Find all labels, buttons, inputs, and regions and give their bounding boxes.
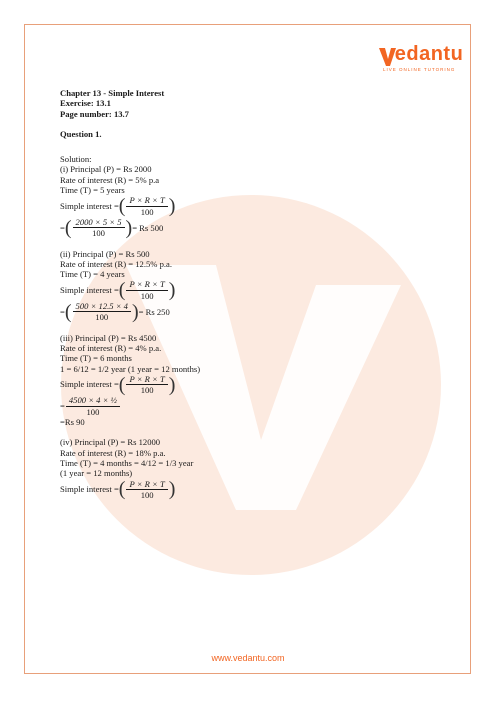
logo-tagline: LIVE ONLINE TUTORING — [383, 67, 456, 72]
si-label: Simple interest = — [60, 484, 119, 495]
part-line: (iii) Principal (P) = Rs 4500 — [60, 332, 157, 343]
part-line: (ii) Principal (P) = Rs 500 — [60, 248, 150, 259]
part-line: Time (T) = 4 years — [60, 269, 125, 280]
si-calculation: = ( $\frac{2000 \times 5 \times 5}{100}$ ) = Rs 500 — [60, 216, 164, 239]
chapter-title: Chapter 13 - Simple Interest — [60, 88, 165, 98]
logo-text — [382, 43, 463, 66]
si-formula: Simple interest = ( $\frac{P \times R \times T}{100}$ ) — [60, 195, 176, 218]
calc-numerator: 4500 × 4 × ½ — [66, 395, 120, 406]
si-label: Simple interest = — [60, 379, 119, 390]
si-calculation: = $\frac{\text{4500 × 4 × ½}}{100}$ — [60, 395, 420, 417]
si-formula: Simple interest = ( $\frac{P \times R \times T}{100}$ ) — [60, 478, 176, 501]
brand-name-rest: edantu — [394, 43, 464, 65]
part-line: Time (T) = 6 months — [60, 353, 132, 364]
calc-result: = Rs 500 — [132, 222, 164, 233]
question-label: Question 1. — [60, 128, 102, 139]
si-calculation: = ( $\frac{500 \times 12.5 \times 4}{100}$ ) = Rs 250 — [60, 300, 170, 323]
page-number-label: Page number: 13.7 — [60, 108, 129, 119]
document-content — [60, 88, 420, 500]
part-line: (i) Principal (P) = Rs 2000 — [60, 164, 152, 175]
part-iv — [60, 437, 420, 500]
si-numerator: P × R × T — [126, 374, 167, 385]
part-line: (iv) Principal (P) = Rs 12000 — [60, 437, 161, 448]
calc-denominator: 100 — [92, 228, 105, 239]
part-i — [60, 164, 420, 238]
part-line: Rate of interest (R) = 18% p.a. — [60, 447, 166, 458]
si-formula: Simple interest = ( $\frac{P \times R \times T}{100}$ ) — [60, 279, 176, 302]
calc-numerator: 500 × 12.5 × 4 — [73, 301, 131, 312]
part-line: Rate of interest (R) = 12.5% p.a. — [60, 258, 172, 269]
si-denominator: 100 — [140, 385, 154, 396]
part-line: (1 year = 12 months) — [60, 468, 133, 479]
solution-label: Solution: — [60, 154, 92, 165]
calc-result: =Rs 90 — [60, 417, 85, 428]
si-numerator: P × R × T — [126, 195, 167, 206]
part-line: Rate of interest (R) = 5% p.a — [60, 174, 160, 185]
exercise-label: Exercise: 13.1 — [60, 98, 111, 109]
part-ii — [60, 249, 420, 323]
calc-result: = Rs 250 — [138, 306, 170, 317]
si-formula: Simple interest = ( $\frac{P \times R \times T}{100}$ ) — [60, 373, 176, 396]
part-line: Time (T) = 4 months = 4/12 = 1/3 year — [60, 457, 194, 468]
si-label: Simple interest = — [60, 285, 119, 296]
si-label: Simple interest = — [60, 201, 119, 212]
si-numerator: P × R × T — [126, 479, 167, 490]
si-denominator: 100 — [140, 290, 154, 301]
footer-url[interactable]: www.vedantu.com — [211, 653, 285, 663]
calc-denominator: 100 — [95, 312, 109, 323]
part-line: 1 = 6/12 = 1/2 year (1 year = 12 months) — [60, 363, 201, 374]
si-numerator: P × R × T — [126, 279, 167, 290]
si-denominator: 100 — [140, 489, 154, 500]
calc-denominator: 100 — [86, 406, 100, 417]
part-line: Rate of interest (R) = 4% p.a. — [60, 342, 162, 353]
si-denominator: 100 — [140, 206, 154, 217]
part-line: Time (T) = 5 years — [60, 185, 125, 196]
calc-numerator: 2000 × 5 × 5 — [73, 217, 125, 228]
part-iii — [60, 333, 420, 428]
